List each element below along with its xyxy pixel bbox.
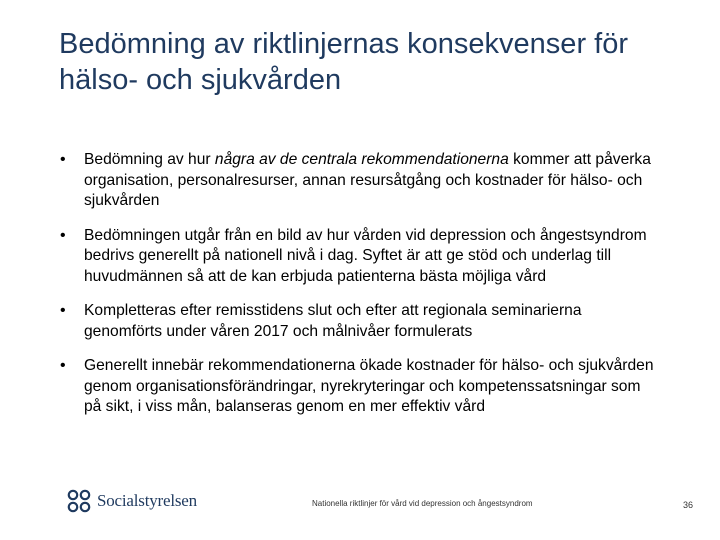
bullet-text-before: Bedömning av hur <box>84 151 215 168</box>
bullet-text-emphasis: några av de centrala rekommendationerna <box>214 151 509 168</box>
bullet-dot-icon: • <box>60 151 66 168</box>
bullet-text: Kompletteras efter remisstidens slut och efter att regionala seminarierna genomförts under våren 2017 och målnivåer formulerats <box>84 302 582 340</box>
bullet-dot-icon: • <box>60 302 66 319</box>
slide-title: Bedömning av riktlinjernas konsekvenser för hälso- och sjukvården <box>59 28 628 96</box>
socialstyrelsen-logo <box>64 486 197 516</box>
bullet-item <box>60 150 660 212</box>
bullet-item <box>60 301 660 342</box>
socialstyrelsen-logo-icon <box>64 488 94 514</box>
bullet-dot-icon: • <box>60 226 66 244</box>
bullet-list <box>60 150 660 432</box>
bullet-text: Bedömningen utgår från en bild av hur vården vid depression och ångestsyndrom bedrivs generellt på nationell nivå i dag. Syftet är att ge stöd och underlag till huvudmännen så att de kan erbjuda patienterna bästa möjliga vård <box>84 226 647 285</box>
logo-text: Socialstyrelsen <box>97 491 197 510</box>
footer-caption: Nationella riktlinjer för vård vid depression och ångestsyndrom <box>312 499 533 508</box>
page-number: 36 <box>683 500 694 510</box>
bullet-text-after: kommer att påverka organisation, personalresurser, annan resursåtgång och kostnader för hälso- och sjukvården <box>84 151 651 209</box>
bullet-dot-icon: • <box>60 357 66 374</box>
bullet-item <box>60 356 660 418</box>
bullet-text: Generellt innebär rekommendationerna ökade kostnader för hälso- och sjukvården genom organisationsförändringar, nyrekryteringar och kompetenssatsningar som på sikt, i viss mån, balanseras genom en mer effektiv vård <box>84 357 654 415</box>
bullet-item <box>60 226 660 288</box>
